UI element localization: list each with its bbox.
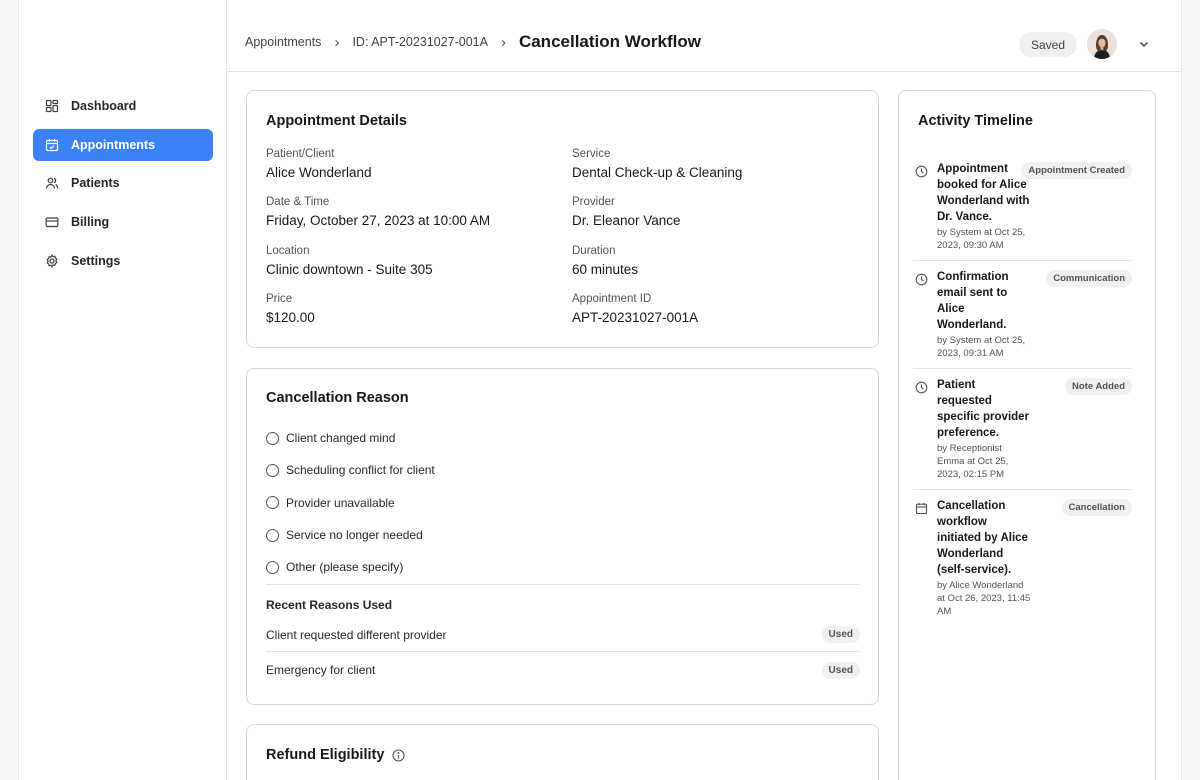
radio-label: Client changed mind bbox=[286, 431, 396, 446]
field-label: Date & Time bbox=[266, 196, 330, 208]
chevron-right-icon: › bbox=[500, 33, 506, 51]
timeline-item bbox=[913, 153, 1132, 261]
breadcrumb bbox=[245, 32, 701, 52]
divider bbox=[266, 584, 860, 585]
grid-icon bbox=[45, 99, 59, 113]
refund-eligibility-card bbox=[246, 724, 879, 780]
timeline-text: Patient requested specific provider preference. bbox=[937, 379, 1030, 439]
field-date-time bbox=[266, 196, 546, 228]
recent-reason-label: Emergency for client bbox=[266, 663, 376, 677]
calendar-icon bbox=[45, 138, 59, 152]
timeline-text: Cancellation workflow initiated by Alice Wonderland (self-service). bbox=[937, 500, 1028, 576]
reason-option[interactable] bbox=[266, 454, 435, 486]
recent-reason-item[interactable] bbox=[266, 653, 860, 687]
recent-reasons-heading: Recent Reasons Used bbox=[266, 598, 393, 612]
timeline-meta: by System at Oct 25, 2023, 09:31 AM bbox=[937, 335, 1026, 359]
field-value: 60 minutes bbox=[572, 262, 639, 277]
radio-label: Other (please specify) bbox=[286, 560, 404, 575]
breadcrumb-appointment-id[interactable]: ID: APT-20231027-001A bbox=[352, 35, 488, 49]
reason-option[interactable] bbox=[266, 422, 435, 454]
appointment-details-card bbox=[246, 90, 879, 348]
radio-label: Provider unavailable bbox=[286, 495, 395, 510]
timeline-meta: by System at Oct 25, 2023, 09:30 AM bbox=[937, 227, 1026, 251]
reason-radio-group bbox=[266, 422, 435, 583]
info-icon[interactable] bbox=[392, 749, 405, 762]
clock-icon bbox=[915, 273, 928, 286]
radio-label: Scheduling conflict for client bbox=[286, 463, 435, 478]
field-location bbox=[266, 245, 546, 277]
used-badge: Used bbox=[822, 662, 860, 679]
timeline-text: Confirmation email sent to Alice Wonderland. bbox=[937, 271, 1009, 331]
user-avatar[interactable] bbox=[1087, 29, 1117, 59]
radio-label: Service no longer needed bbox=[286, 528, 423, 543]
calendar-icon bbox=[915, 502, 928, 515]
used-badge: Used bbox=[822, 626, 860, 643]
app-window bbox=[18, 0, 1182, 780]
sidebar-item-label: Settings bbox=[71, 253, 121, 268]
chevron-right-icon: › bbox=[334, 33, 340, 51]
timeline-meta: by Receptionist Emma at Oct 25, 2023, 02:15 PM bbox=[937, 443, 1009, 480]
field-label: Service bbox=[572, 148, 611, 160]
refund-title: Refund Eligibility bbox=[266, 747, 385, 763]
sidebar-item-dashboard[interactable] bbox=[33, 90, 213, 122]
field-label: Location bbox=[266, 245, 310, 257]
sidebar-item-label: Billing bbox=[71, 215, 110, 230]
timeline-list[interactable] bbox=[913, 153, 1132, 729]
field-label: Duration bbox=[572, 245, 616, 257]
card-title: Cancellation Reason bbox=[266, 390, 409, 406]
field-service bbox=[572, 148, 852, 180]
field-appointment-id bbox=[572, 293, 852, 325]
card-title: Appointment Details bbox=[266, 113, 407, 129]
recent-reason-item[interactable] bbox=[266, 618, 860, 652]
credit-card-icon bbox=[45, 215, 59, 229]
field-value: $120.00 bbox=[266, 310, 315, 325]
breadcrumb-appointments[interactable]: Appointments bbox=[245, 35, 322, 49]
radio-button[interactable] bbox=[266, 561, 279, 574]
chevron-down-icon[interactable] bbox=[1137, 37, 1151, 51]
timeline-text: Appointment booked for Alice Wonderland with Dr. Vance. bbox=[937, 163, 1030, 223]
sidebar-item-billing[interactable] bbox=[33, 206, 213, 238]
field-value: Clinic downtown - Suite 305 bbox=[266, 262, 433, 277]
sidebar-item-label: Patients bbox=[71, 176, 120, 191]
field-label: Price bbox=[266, 293, 293, 305]
field-value: APT-20231027-001A bbox=[572, 310, 699, 325]
field-value: Dr. Eleanor Vance bbox=[572, 213, 681, 228]
sidebar-item-label: Dashboard bbox=[71, 99, 137, 113]
sidebar-nav bbox=[33, 90, 213, 283]
radio-button[interactable] bbox=[266, 432, 279, 445]
sidebar-item-settings[interactable] bbox=[33, 245, 213, 277]
timeline-tag: Cancellation bbox=[1062, 499, 1133, 516]
gear-icon bbox=[45, 254, 59, 268]
timeline-tag: Appointment Created bbox=[1021, 162, 1132, 179]
sidebar bbox=[19, 0, 227, 780]
field-duration bbox=[572, 245, 852, 277]
radio-button[interactable] bbox=[266, 464, 279, 477]
users-icon bbox=[45, 176, 59, 190]
field-patient bbox=[266, 148, 546, 180]
field-value: Dental Check-up & Cleaning bbox=[572, 165, 743, 180]
field-value: Alice Wonderland bbox=[266, 165, 372, 180]
cancellation-reason-card bbox=[246, 368, 879, 705]
timeline-item bbox=[913, 490, 1132, 626]
radio-button[interactable] bbox=[266, 496, 279, 509]
sidebar-item-patients[interactable] bbox=[33, 167, 213, 199]
sidebar-item-label: Appointments bbox=[71, 137, 156, 152]
page-header bbox=[227, 20, 1182, 72]
card-title bbox=[266, 747, 405, 763]
recent-reason-label: Client requested different provider bbox=[266, 627, 447, 642]
timeline-item bbox=[913, 261, 1132, 369]
field-price bbox=[266, 293, 546, 325]
status-badge: Saved bbox=[1019, 32, 1077, 57]
radio-button[interactable] bbox=[266, 529, 279, 542]
timeline-tag: Note Added bbox=[1065, 378, 1132, 395]
sidebar-item-appointments[interactable] bbox=[33, 129, 213, 161]
field-label: Appointment ID bbox=[572, 293, 652, 305]
timeline-meta: by Alice Wonderland at Oct 26, 2023, 11:45 AM bbox=[937, 580, 1031, 617]
page-title: Cancellation Workflow bbox=[518, 32, 701, 51]
clock-icon bbox=[915, 165, 928, 178]
reason-option[interactable] bbox=[266, 519, 435, 551]
activity-timeline-card bbox=[898, 90, 1156, 780]
field-value: Friday, October 27, 2023 at 10:00 AM bbox=[266, 213, 491, 228]
field-provider bbox=[572, 196, 852, 228]
clock-icon bbox=[915, 381, 928, 394]
timeline-item bbox=[913, 369, 1132, 490]
timeline-tag: Communication bbox=[1046, 270, 1132, 287]
field-label: Provider bbox=[572, 196, 615, 208]
reason-option[interactable] bbox=[266, 487, 435, 519]
reason-option[interactable] bbox=[266, 551, 435, 583]
field-label: Patient/Client bbox=[266, 148, 335, 160]
card-title: Activity Timeline bbox=[918, 113, 1033, 129]
